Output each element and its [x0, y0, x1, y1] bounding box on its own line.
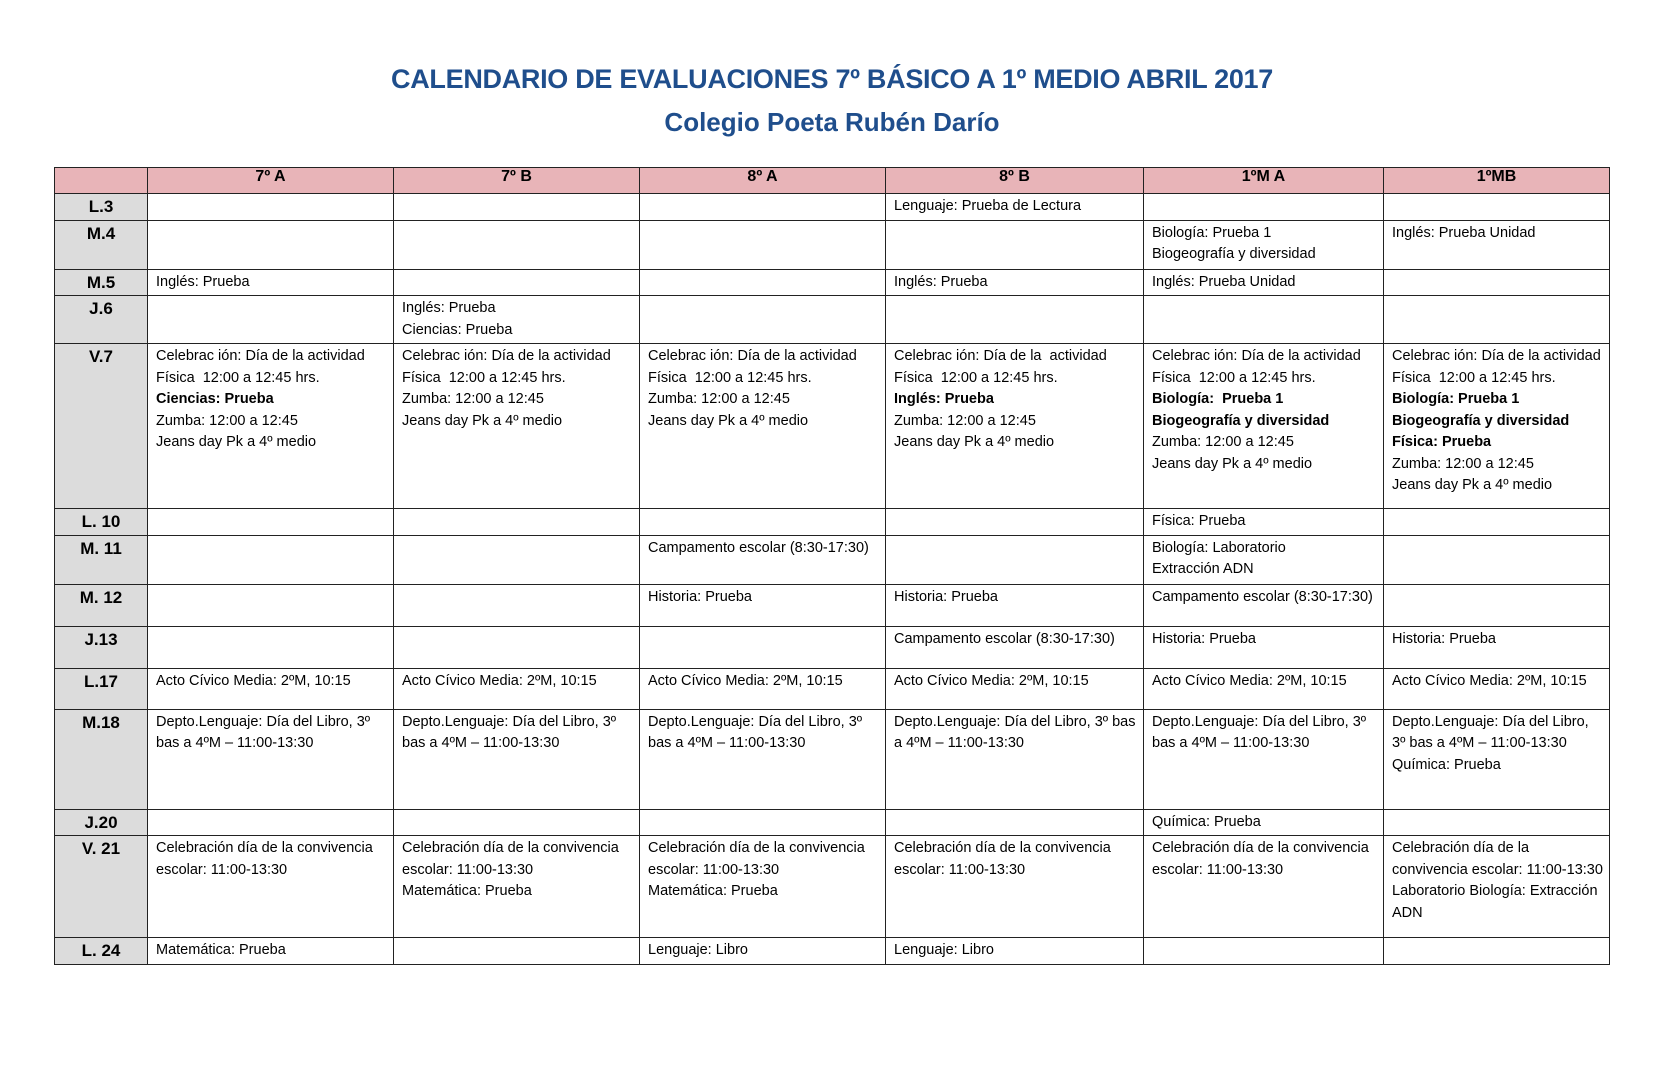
table-cell — [1144, 938, 1384, 965]
cell-entry: Biogeografía y diversidad — [1392, 412, 1570, 429]
cell-entry: Biología: Prueba 1 — [1152, 224, 1272, 241]
day-label: V. 21 — [55, 836, 148, 938]
cell-entry: Depto.Lenguaje: Día del Libro, 3º bas a 4ºM – 11:00-13:30 — [1152, 713, 1371, 751]
table-cell — [394, 194, 640, 221]
table-cell — [148, 584, 394, 626]
table-cell — [148, 194, 394, 221]
cell-entry: Depto.Lenguaje: Día del Libro, 3º bas a 4ºM – 11:00-13:30 — [1392, 713, 1593, 751]
table-cell — [148, 836, 394, 938]
table-cell — [886, 836, 1144, 938]
table-cell — [886, 709, 1144, 809]
cell-entry: Celebrac ión: Día de la actividad Física 12:00 a 12:45 hrs. — [648, 348, 861, 386]
table-cell — [148, 344, 394, 509]
table-cell — [640, 938, 886, 965]
table-cell — [640, 626, 886, 668]
table-cell — [640, 836, 886, 938]
cell-entry: Celebración día de la convivencia escolar: 11:00-13:30 — [1152, 840, 1373, 878]
cell-entry: Celebración día de la convivencia escolar: 11:00-13:30 — [156, 840, 377, 878]
table-cell — [1384, 809, 1610, 836]
table-cell — [394, 809, 640, 836]
table-cell — [886, 668, 1144, 709]
day-label: J.20 — [55, 809, 148, 836]
cell-entry: Matemática: Prueba — [402, 883, 532, 899]
day-label: L.17 — [55, 668, 148, 709]
table-cell — [640, 535, 886, 584]
table-cell — [640, 296, 886, 344]
cell-entry: Campamento escolar (8:30-17:30) — [648, 539, 869, 556]
cell-entry: Historia: Prueba — [1392, 630, 1496, 647]
cell-entry: Acto Cívico Media: 2ºM, 10:15 — [402, 672, 597, 689]
day-label: L. 10 — [55, 509, 148, 536]
day-label: M.5 — [55, 269, 148, 296]
table-cell — [886, 344, 1144, 509]
table-cell — [640, 194, 886, 221]
cell-entry: Jeans day Pk a 4º medio — [1152, 455, 1313, 472]
cell-entry: Inglés: Prueba Unidad — [1392, 224, 1536, 241]
table-cell — [886, 626, 1144, 668]
page-subtitle: Colegio Poeta Rubén Darío — [664, 107, 1000, 137]
table-cell — [394, 535, 640, 584]
table-row — [55, 220, 1610, 269]
table-row — [55, 938, 1610, 965]
table-cell — [1144, 194, 1384, 221]
cell-entry: Inglés: Prueba — [894, 391, 994, 407]
table-cell — [148, 535, 394, 584]
table-row — [55, 626, 1610, 668]
cell-entry: Depto.Lenguaje: Día del Libro, 3º bas a 4ºM – 11:00-13:30 — [894, 713, 1140, 751]
cell-entry: Campamento escolar (8:30-17:30) — [894, 630, 1115, 647]
table-cell — [640, 344, 886, 509]
cell-entry: Acto Cívico Media: 2ºM, 10:15 — [1152, 672, 1347, 689]
table-cell — [1384, 509, 1610, 536]
cell-entry: Inglés: Prueba — [156, 273, 250, 290]
header-column-1ma: 1ºM A — [1144, 168, 1384, 194]
table-cell — [886, 809, 1144, 836]
table-cell — [1384, 220, 1610, 269]
cell-entry: Celebrac ión: Día de la actividad Física 12:00 a 12:45 hrs. — [1152, 348, 1365, 386]
table-row — [55, 269, 1610, 296]
table-cell — [1384, 668, 1610, 709]
table-cell — [640, 220, 886, 269]
cell-entry: Celebrac ión: Día de la actividad Física 12:00 a 12:45 hrs. — [894, 348, 1111, 386]
cell-entry: Matemática: Prueba — [648, 883, 778, 899]
header-row — [55, 168, 1610, 194]
cell-entry: Jeans day Pk a 4º medio — [648, 412, 809, 429]
cell-entry: Extracción ADN — [1152, 561, 1254, 577]
cell-entry: Zumba: 12:00 a 12:45 — [1392, 455, 1534, 472]
table-cell — [640, 809, 886, 836]
table-cell — [148, 626, 394, 668]
cell-entry: Ciencias: Prueba — [156, 391, 274, 407]
cell-entry: Laboratorio Biología: Extracción ADN — [1392, 883, 1601, 921]
table-row — [55, 194, 1610, 221]
table-cell — [1384, 269, 1610, 296]
header-column-8b: 8º B — [886, 168, 1144, 194]
table-cell — [1384, 535, 1610, 584]
cell-entry: Química: Prueba — [1392, 756, 1501, 773]
header-column-7b: 7º B — [394, 168, 640, 194]
cell-entry: Acto Cívico Media: 2ºM, 10:15 — [1392, 672, 1587, 689]
cell-entry: Física: Prueba — [1392, 434, 1492, 450]
cell-entry: Jeans day Pk a 4º medio — [402, 412, 563, 429]
table-cell — [394, 344, 640, 509]
table-cell — [1384, 584, 1610, 626]
table-row — [55, 509, 1610, 536]
cell-entry: Celebrac ión: Día de la actividad Física 12:00 a 12:45 hrs. — [1392, 348, 1605, 386]
table-cell — [1144, 509, 1384, 536]
table-cell — [394, 220, 640, 269]
table-row — [55, 296, 1610, 344]
cell-entry: Celebrac ión: Día de la actividad Física 12:00 a 12:45 hrs. — [402, 348, 615, 386]
cell-entry: Matemática: Prueba — [156, 942, 286, 958]
cell-entry: Ciencias: Prueba — [402, 321, 513, 338]
cell-entry: Acto Cívico Media: 2ºM, 10:15 — [156, 672, 351, 689]
table-cell — [148, 938, 394, 965]
cell-entry: Biogeografía y diversidad — [1152, 412, 1330, 429]
day-label: M.18 — [55, 709, 148, 809]
table-cell — [1144, 668, 1384, 709]
table-cell — [886, 220, 1144, 269]
table-cell — [1144, 809, 1384, 836]
table-cell — [886, 584, 1144, 626]
table-cell — [886, 938, 1144, 965]
table-cell — [1144, 296, 1384, 344]
cell-entry: Depto.Lenguaje: Día del Libro, 3º bas a 4ºM – 11:00-13:30 — [402, 713, 621, 751]
table-cell — [1144, 220, 1384, 269]
table-cell — [640, 668, 886, 709]
table-cell — [394, 938, 640, 965]
day-label: L. 24 — [55, 938, 148, 965]
cell-entry: Celebración día de la convivencia escolar: 11:00-13:30 — [1392, 840, 1603, 878]
table-cell — [886, 535, 1144, 584]
table-cell — [1384, 938, 1610, 965]
cell-entry: Jeans day Pk a 4º medio — [894, 434, 1055, 450]
cell-entry: Campamento escolar (8:30-17:30) — [1152, 588, 1373, 605]
cell-entry: Física: Prueba — [1152, 513, 1246, 529]
table-row — [55, 836, 1610, 938]
table-cell — [394, 296, 640, 344]
cell-entry: Depto.Lenguaje: Día del Libro, 3º bas a 4ºM – 11:00-13:30 — [648, 713, 867, 751]
evaluation-calendar-table — [54, 167, 1610, 965]
day-label: V.7 — [55, 344, 148, 509]
table-cell — [148, 220, 394, 269]
table-cell — [148, 269, 394, 296]
table-cell — [394, 269, 640, 296]
cell-entry: Historia: Prueba — [894, 588, 998, 605]
header-column-8a: 8º A — [640, 168, 886, 194]
cell-entry: Zumba: 12:00 a 12:45 — [156, 412, 298, 429]
table-row — [55, 584, 1610, 626]
cell-entry: Zumba: 12:00 a 12:45 — [402, 391, 544, 407]
header-day-column — [55, 168, 148, 194]
table-cell — [148, 296, 394, 344]
page-title: CALENDARIO DE EVALUACIONES 7º BÁSICO A 1º MEDIO ABRIL 2017 — [391, 64, 1273, 94]
table-cell — [640, 709, 886, 809]
cell-entry: Jeans day Pk a 4º medio — [156, 434, 317, 450]
cell-entry: Lenguaje: Prueba de Lectura — [894, 198, 1082, 214]
table-cell — [886, 269, 1144, 296]
table-cell — [1384, 836, 1610, 938]
table-cell — [1384, 626, 1610, 668]
cell-entry: Inglés: Prueba — [402, 300, 496, 316]
cell-entry: Zumba: 12:00 a 12:45 — [648, 391, 790, 407]
table-cell — [394, 668, 640, 709]
header-column-7a: 7º A — [148, 168, 394, 194]
table-row — [55, 668, 1610, 709]
table-cell — [886, 509, 1144, 536]
cell-entry: Lenguaje: Libro — [894, 942, 994, 958]
table-cell — [1144, 626, 1384, 668]
table-row — [55, 709, 1610, 809]
table-cell — [1144, 584, 1384, 626]
table-cell — [148, 668, 394, 709]
table-cell — [148, 709, 394, 809]
table-row — [55, 344, 1610, 509]
table-cell — [640, 584, 886, 626]
day-label: M.4 — [55, 220, 148, 269]
cell-entry: Lenguaje: Libro — [648, 942, 748, 958]
cell-entry: Biología: Laboratorio — [1152, 539, 1286, 556]
cell-entry: Zumba: 12:00 a 12:45 — [894, 412, 1036, 429]
table-cell — [394, 509, 640, 536]
table-cell — [1144, 269, 1384, 296]
cell-entry: Biología: Prueba 1 — [1152, 391, 1284, 407]
table-cell — [1144, 836, 1384, 938]
day-label: M. 11 — [55, 535, 148, 584]
table-cell — [394, 584, 640, 626]
cell-entry: Celebración día de la convivencia escolar: 11:00-13:30 — [648, 840, 869, 878]
cell-entry: Celebrac ión: Día de la actividad Física 12:00 a 12:45 hrs. — [156, 348, 369, 386]
cell-entry: Historia: Prueba — [1152, 630, 1256, 647]
table-cell — [394, 836, 640, 938]
cell-entry: Zumba: 12:00 a 12:45 — [1152, 434, 1294, 450]
cell-entry: Acto Cívico Media: 2ºM, 10:15 — [894, 672, 1089, 689]
table-cell — [1144, 344, 1384, 509]
cell-entry: Acto Cívico Media: 2ºM, 10:15 — [648, 672, 843, 689]
day-label: L.3 — [55, 194, 148, 221]
day-label: J.13 — [55, 626, 148, 668]
table-cell — [148, 809, 394, 836]
table-cell — [394, 709, 640, 809]
cell-entry: Celebración día de la convivencia escolar: 11:00-13:30 — [894, 840, 1115, 878]
table-cell — [886, 194, 1144, 221]
day-label: J.6 — [55, 296, 148, 344]
header-column-1mb: 1ºMB — [1384, 168, 1610, 194]
table-cell — [1384, 194, 1610, 221]
table-cell — [640, 509, 886, 536]
table-cell — [1384, 296, 1610, 344]
table-cell — [1384, 344, 1610, 509]
table-cell — [1144, 535, 1384, 584]
cell-entry: Biología: Prueba 1 — [1392, 391, 1520, 407]
table-cell — [640, 269, 886, 296]
table-cell — [1144, 709, 1384, 809]
table-cell — [1384, 709, 1610, 809]
cell-entry: Depto.Lenguaje: Día del Libro, 3º bas a 4ºM – 11:00-13:30 — [156, 713, 375, 751]
table-cell — [394, 626, 640, 668]
day-label: M. 12 — [55, 584, 148, 626]
cell-entry: Inglés: Prueba Unidad — [1152, 273, 1296, 290]
table-cell — [886, 296, 1144, 344]
cell-entry: Química: Prueba — [1152, 813, 1261, 830]
cell-entry: Inglés: Prueba — [894, 273, 988, 290]
cell-entry: Celebración día de la convivencia escolar: 11:00-13:30 — [402, 840, 623, 878]
table-row — [55, 535, 1610, 584]
cell-entry: Biogeografía y diversidad — [1152, 246, 1316, 262]
table-row — [55, 809, 1610, 836]
cell-entry: Historia: Prueba — [648, 588, 752, 605]
cell-entry: Jeans day Pk a 4º medio — [1392, 477, 1553, 493]
table-cell — [148, 509, 394, 536]
